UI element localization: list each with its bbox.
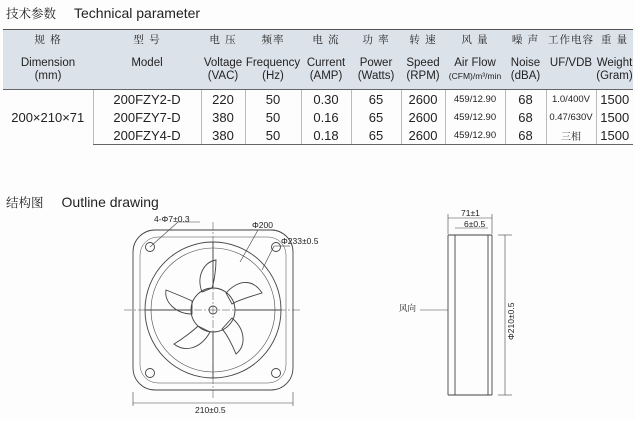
header-cell: 功 率 Power (Watts): [351, 30, 401, 90]
height-label: Φ210±0.5: [506, 302, 516, 340]
holes-label: 4-Φ7±0.3: [154, 214, 190, 224]
header-cell: 重 量 Weight (Gram): [596, 30, 633, 90]
section-title-cn: 结构图: [6, 195, 44, 210]
table-cell: 200FZY4-D: [93, 126, 201, 145]
section-title-cn: 技术参数: [6, 6, 57, 21]
table-cell: 65: [351, 90, 401, 109]
depth6-label: 6±0.5: [464, 219, 486, 229]
mount-hole: [272, 369, 281, 378]
depth71-label: 71±1: [461, 208, 480, 218]
table-cell: 220: [201, 90, 245, 109]
table-cell: 380: [201, 108, 245, 126]
fan-blade: [174, 326, 210, 348]
dia233-label: Φ233±0.5: [281, 236, 319, 246]
table-cell: 50: [245, 90, 301, 109]
table-cell: 0.47/630V: [546, 108, 596, 126]
header-cell: 转 速 Speed (RPM): [401, 30, 445, 90]
table-cell: 459/12.90: [445, 126, 505, 145]
header-cell: 风 量 Air Flow (CFM)/m³/min: [445, 30, 505, 90]
table-cell: 1500: [596, 90, 633, 109]
section-title-en: Technical parameter: [74, 5, 201, 21]
header-cell: 电 压 Voltage (VAC): [201, 30, 245, 90]
table-cell: 2600: [401, 108, 445, 126]
table-cell: 0.30: [301, 90, 351, 109]
mount-hole: [272, 243, 281, 252]
header-cell: 电 流 Current (AMP): [301, 30, 351, 90]
header-cell: 噪 声 Noise (dBA): [505, 30, 546, 90]
dimension-cell: 200×210×71: [3, 90, 93, 145]
table-cell: 1500: [596, 108, 633, 126]
table-cell: 50: [245, 126, 301, 145]
dia200-label: Φ200: [252, 220, 273, 230]
mount-hole: [146, 369, 155, 378]
table-cell: 459/12.90: [445, 90, 505, 109]
table-cell: 200FZY2-D: [93, 90, 201, 109]
fan-blade: [200, 260, 216, 292]
table-cell: 380: [201, 126, 245, 145]
table-cell: 三相: [546, 126, 596, 145]
table-cell: 68: [505, 126, 546, 145]
header-cell: 工作电容 UF/VDB: [546, 30, 596, 90]
table-cell: 1500: [596, 126, 633, 145]
table-cell: 50: [245, 108, 301, 126]
table-cell: 1.0/400V: [546, 90, 596, 109]
table-cell: 68: [505, 90, 546, 109]
header-cell: 型 号 Model: [93, 30, 201, 90]
table-cell: 0.16: [301, 108, 351, 126]
wind-direction-label: 风向: [399, 304, 417, 314]
table-cell: 2600: [401, 90, 445, 109]
table-cell: 2600: [401, 126, 445, 145]
width-label: 210±0.5: [195, 405, 226, 415]
fan-blade: [222, 318, 243, 354]
table-cell: 65: [351, 126, 401, 145]
table-cell: 0.18: [301, 126, 351, 145]
header-cell: 频率 Frequency (Hz): [245, 30, 301, 90]
fan-blade: [226, 282, 262, 304]
table-cell: 200FZY7-D: [93, 108, 201, 126]
section-title-en: Outline drawing: [61, 194, 159, 210]
table-cell: 68: [505, 108, 546, 126]
table-cell: 65: [351, 108, 401, 126]
table-cell: 459/12.90: [445, 108, 505, 126]
header-cell: 规 格 Dimension (mm): [3, 30, 93, 90]
